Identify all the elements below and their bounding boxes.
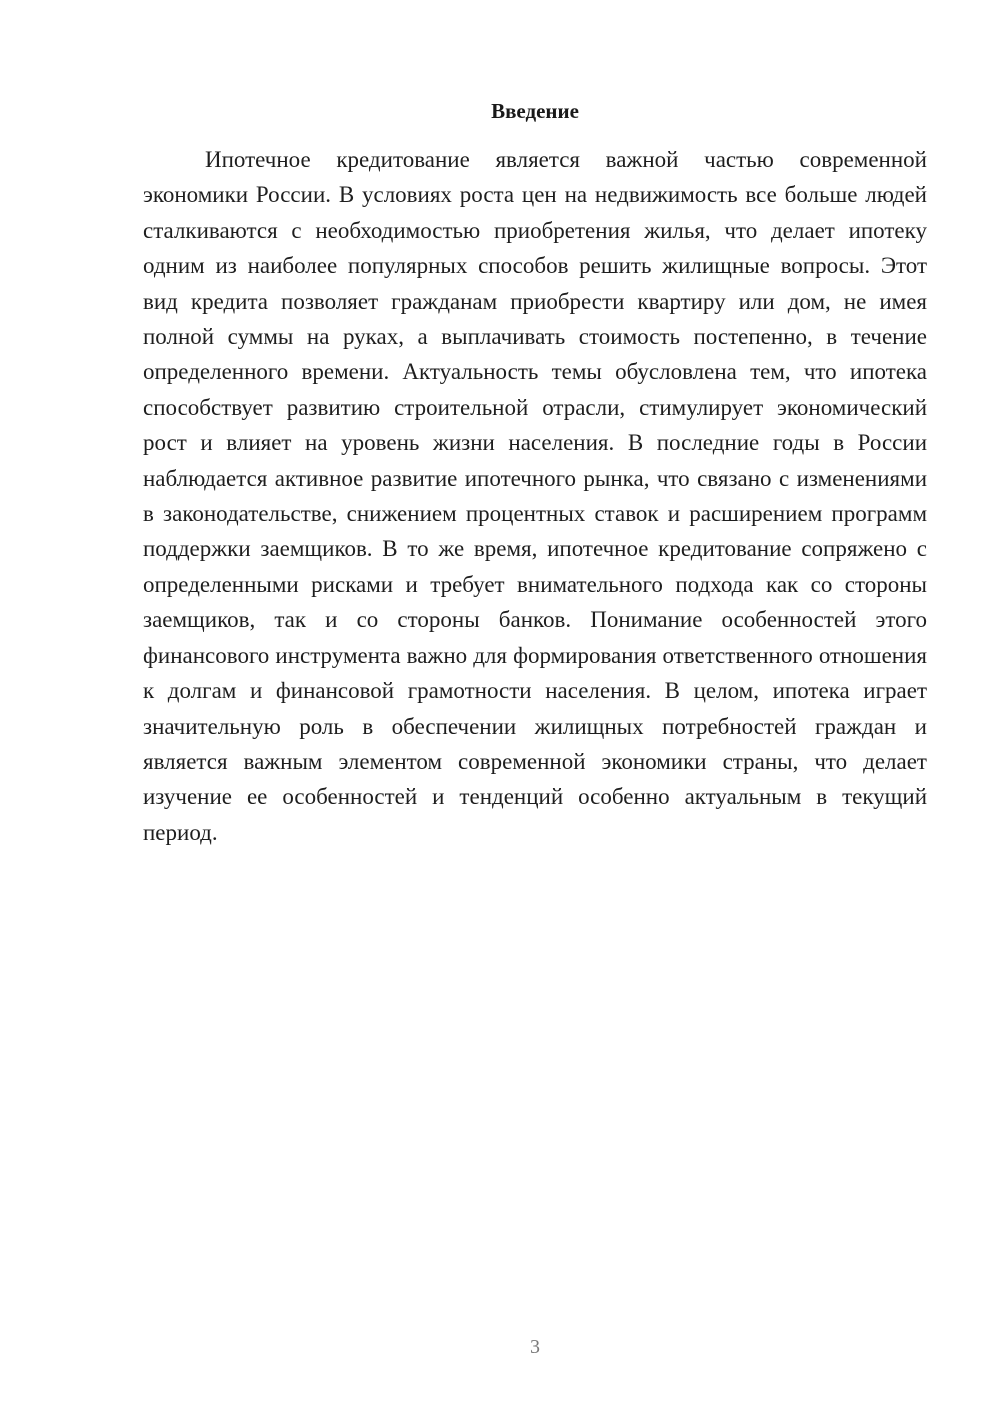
section-heading: Введение bbox=[491, 99, 579, 123]
page-number: 3 bbox=[530, 1336, 540, 1358]
body-paragraph: Ипотечное кредитование является важной частью современной экономики России. В условиях роста цен на недвижимость все больше людей сталкиваются с необходимостью приобретения жилья, что делает ипотеку одним из наиболее популярных способов решить жилищные вопросы. Этот вид кредита позволяет гражданам приобрести квартиру или дом, не имея полной суммы на руках, а выплачивать стоимость постепенно, в течение определенного времени. Актуальность темы обусловлена тем, что ипотека способствует развитию строительной отрасли, стимулирует экономический рост и влияет на уровень жизни населения. В последние годы в России наблюдается активное развитие ипотечного рынка, что связано с изменениями в законодательстве, снижением процентных ставок и расширением программ поддержки заемщиков. В то же время, ипотечное кредитование сопряжено с определенными рисками и требует внимательного подхода как со стороны заемщиков, так и со стороны банков. Понимание особенностей этого финансового инструмента важно для формирования ответственного отношения к долгам и финансовой грамотности населения. В целом, ипотека играет значительную роль в обеспечении жилищных потребностей граждан и является важным элементом современной экономики страны, что делает изучение ее особенностей и тенденций особенно актуальным в текущий период. bbox=[143, 147, 927, 845]
